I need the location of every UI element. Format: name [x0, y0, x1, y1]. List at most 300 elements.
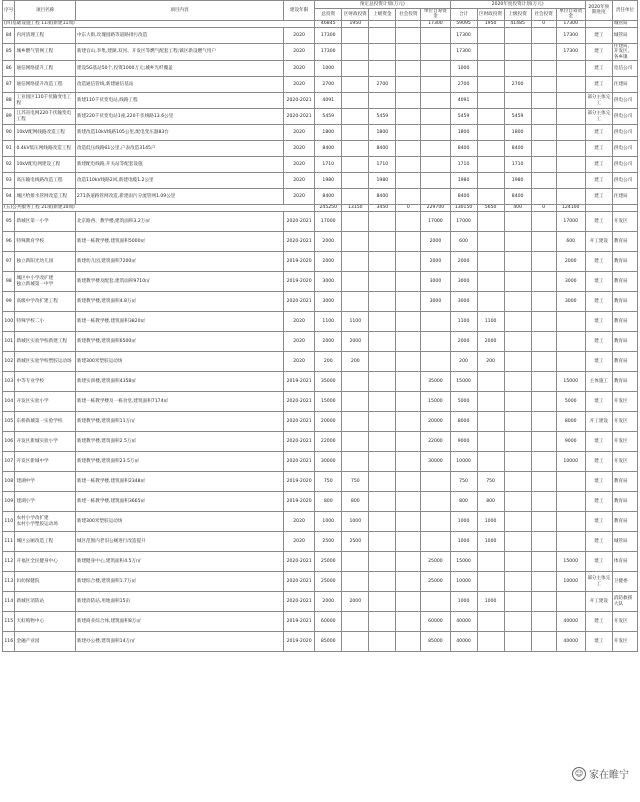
cell-content: 新建300米塑胶运动场	[75, 512, 283, 532]
cell-name: 天虹购物中心	[15, 612, 75, 632]
cell-self: 60000	[421, 612, 450, 632]
cell-unit: 教育局	[612, 512, 637, 532]
cell-upper	[369, 372, 396, 392]
cell-no: 105	[3, 412, 15, 432]
cell-upper	[369, 452, 396, 472]
cell-total: 2000	[315, 332, 342, 352]
table-row	[3, 189, 638, 205]
cell-fiscal2	[477, 432, 504, 452]
cell-self2	[556, 332, 585, 352]
cell-social2	[531, 77, 556, 93]
cell-social	[396, 312, 421, 332]
cell-name: 10kV配电网建设工程	[15, 157, 75, 173]
section-progress	[585, 20, 612, 27]
section-social2: 0	[531, 205, 556, 212]
table-row	[3, 272, 638, 292]
cell-fiscal	[342, 292, 369, 312]
cell-sum: 1000	[450, 532, 477, 552]
cell-self	[421, 125, 450, 141]
cell-sum: 3000	[450, 272, 477, 292]
cell-total: 20000	[315, 412, 342, 432]
cell-self2	[556, 312, 585, 332]
cell-progress: 建工	[585, 432, 612, 452]
cell-total: 35000	[315, 372, 342, 392]
cell-progress: 部分主体完工	[585, 93, 612, 109]
cell-sum: 17300	[450, 43, 477, 60]
cell-sum: 4091	[450, 93, 477, 109]
cell-social2	[531, 452, 556, 472]
cell-social2	[531, 27, 556, 43]
cell-upper2: 8400	[504, 141, 531, 157]
cell-fiscal2: 1000	[477, 592, 504, 612]
cell-total: 22000	[315, 432, 342, 452]
cell-unit: 卫健委	[612, 572, 637, 592]
cell-social2	[531, 392, 556, 412]
cell-fiscal	[342, 572, 369, 592]
cell-upper	[369, 352, 396, 372]
cell-no: 107	[3, 452, 15, 472]
cell-period: 2019-2020	[284, 492, 315, 512]
cell-social	[396, 43, 421, 60]
header-total: 总投资	[315, 9, 342, 21]
cell-unit: 开发区	[612, 612, 637, 632]
cell-self2	[556, 173, 585, 189]
cell-social	[396, 512, 421, 532]
cell-upper2	[504, 552, 531, 572]
cell-content: 建设5G基站50个,投资1000万元;城乡光纤覆盖	[75, 61, 283, 77]
cell-name: 开发区新城实验小学	[15, 432, 75, 452]
cell-fiscal	[342, 392, 369, 412]
cell-social2	[531, 232, 556, 252]
cell-upper	[369, 61, 396, 77]
cell-fiscal2	[477, 77, 504, 93]
cell-social	[396, 452, 421, 472]
cell-period: 2019-2020	[284, 632, 315, 652]
cell-self2: 10000	[556, 572, 585, 592]
cell-self	[421, 512, 450, 532]
cell-no: 97	[3, 252, 15, 272]
cell-fiscal	[342, 43, 369, 60]
cell-fiscal2	[477, 612, 504, 632]
cell-name: 建湖中学	[15, 472, 75, 492]
header-fiscal2: 区财政投资	[477, 9, 504, 21]
wechat-icon: ☺	[572, 767, 586, 781]
cell-name: 0.4kV低压网线路改造工程	[15, 141, 75, 157]
cell-no: 98	[3, 272, 15, 292]
cell-social	[396, 252, 421, 272]
cell-progress: 建工	[585, 77, 612, 93]
cell-social	[396, 292, 421, 312]
cell-upper	[369, 232, 396, 252]
cell-period: 2019-2020	[284, 252, 315, 272]
cell-self	[421, 77, 450, 93]
cell-fiscal	[342, 141, 369, 157]
cell-upper: 1800	[369, 125, 396, 141]
cell-name: 高压输电线路改造工程	[15, 173, 75, 189]
cell-progress: 开工建设	[585, 592, 612, 612]
cell-total: 1100	[315, 312, 342, 332]
cell-no: 100	[3, 312, 15, 332]
cell-name: 江苏省电网220千伏输变电工程	[15, 109, 75, 125]
cell-total: 2000	[315, 252, 342, 272]
cell-upper2	[504, 432, 531, 452]
cell-upper	[369, 472, 396, 492]
cell-self2: 600	[556, 232, 585, 252]
cell-self: 25000	[421, 572, 450, 592]
cell-fiscal	[342, 632, 369, 652]
cell-unit: 供电公司	[612, 173, 637, 189]
header-upper2: 上级投资	[504, 9, 531, 21]
cell-upper	[369, 492, 396, 512]
cell-sum: 10000	[450, 572, 477, 592]
cell-unit: 教育局	[612, 472, 637, 492]
section-total: 46845	[315, 20, 342, 27]
cell-self: 3000	[421, 272, 450, 292]
cell-total: 1000	[315, 61, 342, 77]
cell-self2	[556, 77, 585, 93]
section-total: 245250	[315, 205, 342, 212]
cell-sum: 3000	[450, 292, 477, 312]
cell-upper2	[504, 43, 531, 60]
cell-name: 内河清理工程	[15, 27, 75, 43]
header-fiscal: 区财政投资	[342, 9, 369, 21]
cell-self: 35000	[421, 372, 450, 392]
watermark	[569, 765, 632, 782]
cell-progress: 建工	[585, 27, 612, 43]
cell-upper	[369, 532, 396, 552]
cell-no: 94	[3, 189, 15, 205]
cell-self: 20000	[421, 412, 450, 432]
table-row	[3, 125, 638, 141]
cell-self	[421, 61, 450, 77]
table-row	[3, 212, 638, 232]
cell-period: 2020-2021	[284, 93, 315, 109]
table-row	[3, 141, 638, 157]
cell-name	[15, 512, 75, 532]
cell-fiscal2	[477, 93, 504, 109]
cell-fiscal2: 1000	[477, 512, 504, 532]
cell-fiscal2	[477, 372, 504, 392]
cell-no: 103	[3, 372, 15, 392]
cell-upper2	[504, 232, 531, 252]
cell-fiscal: 750	[342, 472, 369, 492]
cell-no: 92	[3, 157, 15, 173]
cell-social	[396, 27, 421, 43]
cell-content: 新建教学楼,建筑面积6500㎡	[75, 332, 283, 352]
cell-self2	[556, 109, 585, 125]
cell-total: 17300	[315, 27, 342, 43]
cell-social2	[531, 157, 556, 173]
cell-sum: 8400	[450, 189, 477, 205]
cell-self: 25000	[421, 552, 450, 572]
cell-upper	[369, 612, 396, 632]
cell-period: 2020-2021	[284, 292, 315, 312]
cell-self	[421, 141, 450, 157]
cell-period: 2020	[284, 61, 315, 77]
cell-upper	[369, 552, 396, 572]
cell-period: 2020-2021	[284, 392, 315, 412]
section-row-public-service	[3, 205, 638, 212]
cell-fiscal2	[477, 252, 504, 272]
section-upper2: 400	[504, 205, 531, 212]
header-sum: 合计	[450, 9, 477, 21]
cell-upper2: 1800	[504, 125, 531, 141]
cell-progress: 建工	[585, 392, 612, 412]
cell-total: 85000	[315, 632, 342, 652]
cell-no: 84	[3, 27, 15, 43]
cell-self2: 40000	[556, 612, 585, 632]
cell-social2	[531, 572, 556, 592]
cell-name: 开发区新城中学	[15, 452, 75, 472]
cell-unit: 住建局	[612, 189, 637, 205]
cell-period: 2020	[284, 173, 315, 189]
cell-fiscal: 2500	[342, 532, 369, 552]
cell-fiscal: 2000	[342, 332, 369, 352]
cell-total: 8400	[315, 141, 342, 157]
cell-upper	[369, 592, 396, 612]
cell-social	[396, 332, 421, 352]
cell-self: 2000	[421, 252, 450, 272]
cell-group: 农村小学改扩建	[16, 516, 49, 522]
cell-upper2	[504, 412, 531, 432]
cell-self: 15000	[421, 392, 450, 412]
cell-fiscal2: 200	[477, 352, 504, 372]
cell-no: 93	[3, 173, 15, 189]
cell-social2	[531, 552, 556, 572]
cell-no: 99	[3, 292, 15, 312]
cell-self2: 15000	[556, 372, 585, 392]
cell-fiscal2	[477, 392, 504, 412]
cell-total: 200	[315, 352, 342, 372]
cell-progress: 建工	[585, 125, 612, 141]
cell-progress: 建工	[585, 157, 612, 173]
cell-sum: 600	[450, 232, 477, 252]
cell-unit: 教育局	[612, 372, 637, 392]
cell-sum: 1100	[450, 312, 477, 332]
cell-name: 独立新阳光幼儿园	[15, 252, 75, 272]
cell-self2	[556, 141, 585, 157]
cell-social	[396, 552, 421, 572]
section-fiscal: 1950	[342, 20, 369, 27]
cell-unit: 教育局	[612, 492, 637, 512]
cell-self2: 10000	[556, 452, 585, 472]
cell-sum: 200	[450, 352, 477, 372]
table-row	[3, 232, 638, 252]
cell-sum: 2000	[450, 332, 477, 352]
cell-social2	[531, 43, 556, 60]
cell-content: 新建官山,李集,建湖,双河、开发区等燃气配套工程;镇区新设燃气用户	[75, 43, 283, 60]
header-self: 单位自筹资金	[421, 9, 450, 21]
cell-content: 新建实训楼,建筑面积4358㎡	[75, 372, 283, 392]
cell-upper2: 1710	[504, 157, 531, 173]
cell-content: 新建110千伏变电站,线路工程	[75, 93, 283, 109]
cell-unit: 开发区	[612, 432, 637, 452]
cell-social	[396, 272, 421, 292]
cell-name: 东桥新城第一实验学校	[15, 412, 75, 432]
cell-social	[396, 189, 421, 205]
cell-fiscal2	[477, 141, 504, 157]
cell-social	[396, 61, 421, 77]
cell-fiscal2	[477, 189, 504, 205]
table-row	[3, 43, 638, 60]
table-row	[3, 512, 638, 532]
cell-content: 北京路西、教学楼,建筑面积3.2万㎡	[75, 212, 283, 232]
section-progress	[585, 205, 612, 212]
cell-upper	[369, 272, 396, 292]
cell-self	[421, 157, 450, 173]
cell-self2	[556, 93, 585, 109]
cell-period: 2019-2020	[284, 272, 315, 292]
table-row	[3, 412, 638, 432]
cell-unit: 供电公司	[612, 93, 637, 109]
header-unit: 责任单位	[612, 1, 637, 21]
cell-content: 新建教学楼,建筑面积4.8万㎡	[75, 292, 283, 312]
cell-fiscal2	[477, 552, 504, 572]
cell-fiscal2	[477, 632, 504, 652]
cell-sum: 40000	[450, 612, 477, 632]
cell-social2	[531, 612, 556, 632]
cell-upper2	[504, 312, 531, 332]
cell-total: 1000	[315, 512, 342, 532]
cell-unit: 开发区	[612, 412, 637, 432]
cell-name: 新城区第一小学	[15, 212, 75, 232]
cell-social2	[531, 592, 556, 612]
cell-social	[396, 432, 421, 452]
cell-no: 90	[3, 125, 15, 141]
cell-fiscal	[342, 452, 369, 472]
cell-unit: 电信公司	[612, 61, 637, 77]
cell-social	[396, 173, 421, 189]
cell-upper: 1710	[369, 157, 396, 173]
cell-upper2	[504, 572, 531, 592]
cell-self2	[556, 189, 585, 205]
table-row	[3, 173, 638, 189]
cell-self2	[556, 125, 585, 141]
cell-name: 特殊教育学校	[15, 232, 75, 252]
cell-content: 新建办公楼,建筑面积14万㎡	[75, 632, 283, 652]
cell-self2: 17300	[556, 27, 585, 43]
cell-content: 新建消防站,用地面积15亩	[75, 592, 283, 612]
cell-sum: 40000	[450, 632, 477, 652]
cell-unit: 体育局	[612, 552, 637, 572]
cell-fiscal	[342, 189, 369, 205]
cell-name: 特殊学校二小	[15, 312, 75, 332]
cell-period: 2020-2021	[284, 432, 315, 452]
cell-social2	[531, 61, 556, 77]
cell-upper: 2700	[369, 77, 396, 93]
cell-unit: 住建局、开发区、各乡镇	[612, 43, 637, 60]
cell-content: 新建一栋教学楼,建筑面积3820㎡	[75, 312, 283, 332]
cell-fiscal: 1000	[342, 512, 369, 532]
cell-total: 2500	[315, 532, 342, 552]
cell-social2	[531, 189, 556, 205]
cell-self	[421, 173, 450, 189]
cell-upper2	[504, 592, 531, 612]
cell-progress: 建工	[585, 352, 612, 372]
cell-progress: 部分主体完工	[585, 109, 612, 125]
cell-no: 114	[3, 592, 15, 612]
cell-self	[421, 332, 450, 352]
cell-name: 新城区实验学校新建工程	[15, 332, 75, 352]
cell-social2	[531, 532, 556, 552]
cell-name: 开发区实验小学	[15, 392, 75, 412]
cell-social2	[531, 332, 556, 352]
cell-self2: 40000	[556, 632, 585, 652]
cell-sum: 750	[450, 472, 477, 492]
cell-social	[396, 572, 421, 592]
cell-unit: 教育局	[612, 312, 637, 332]
cell-fiscal	[342, 109, 369, 125]
section-unit: 城管局	[612, 20, 637, 27]
cell-fiscal: 2000	[342, 592, 369, 612]
cell-fiscal2	[477, 232, 504, 252]
section-sum: 130150	[450, 205, 477, 212]
cell-unit: 供电公司	[612, 141, 637, 157]
cell-no: 108	[3, 472, 15, 492]
cell-social2	[531, 292, 556, 312]
cell-social	[396, 232, 421, 252]
cell-fiscal2	[477, 173, 504, 189]
cell-upper: 8400	[369, 189, 396, 205]
cell-upper: 1980	[369, 173, 396, 189]
cell-self2	[556, 61, 585, 77]
header-period: 建设年限	[284, 1, 315, 21]
cell-self: 17000	[421, 212, 450, 232]
cell-content: 新建300米塑胶运动场	[75, 352, 283, 372]
cell-social	[396, 352, 421, 372]
cell-unit: 城管局	[612, 532, 637, 552]
cell-name: 城区给排水管网改造工程	[15, 189, 75, 205]
cell-period: 2020-2021	[284, 212, 315, 232]
cell-social2	[531, 252, 556, 272]
cell-self	[421, 532, 450, 552]
table-header	[3, 1, 638, 21]
cell-self2: 2000	[556, 252, 585, 272]
cell-no: 106	[3, 432, 15, 452]
cell-content: 新建配电线路,开关站等配套设施	[75, 157, 283, 173]
cell-name: 金融产业园	[15, 632, 75, 652]
cell-upper	[369, 312, 396, 332]
table-row	[3, 312, 638, 332]
cell-upper2: 5459	[504, 109, 531, 125]
cell-upper2	[504, 492, 531, 512]
cell-unit: 教育局	[612, 252, 637, 272]
section-label: (四)基础设施工程 11项(新建11项)	[3, 20, 315, 27]
section-social2: 0	[531, 20, 556, 27]
cell-social2	[531, 173, 556, 189]
cell-fiscal2: 1100	[477, 312, 504, 332]
cell-fiscal2	[477, 109, 504, 125]
cell-upper2	[504, 612, 531, 632]
section-upper2: 41485	[504, 20, 531, 27]
cell-total: 30000	[315, 452, 342, 472]
cell-progress: 建工	[585, 632, 612, 652]
cell-total: 25000	[315, 572, 342, 592]
cell-period: 2020	[284, 157, 315, 173]
cell-social2	[531, 512, 556, 532]
cell-content: 新建教学楼及配套,建筑面积9710㎡	[75, 272, 283, 292]
cell-unit: 供电公司	[612, 109, 637, 125]
section-self: 17300	[421, 20, 450, 27]
cell-content: 新建一栋教学楼,建筑面积5000㎡	[75, 232, 283, 252]
header-upper: 上级资金	[369, 9, 396, 21]
cell-period: 2020-2021	[284, 109, 315, 125]
cell-progress: 主体施工	[585, 372, 612, 392]
cell-upper	[369, 332, 396, 352]
cell-group: 城区中小学改扩建	[16, 276, 54, 282]
cell-self2	[556, 472, 585, 492]
cell-content: 改造110kV线路2回,新建电缆1.2公里	[75, 173, 283, 189]
